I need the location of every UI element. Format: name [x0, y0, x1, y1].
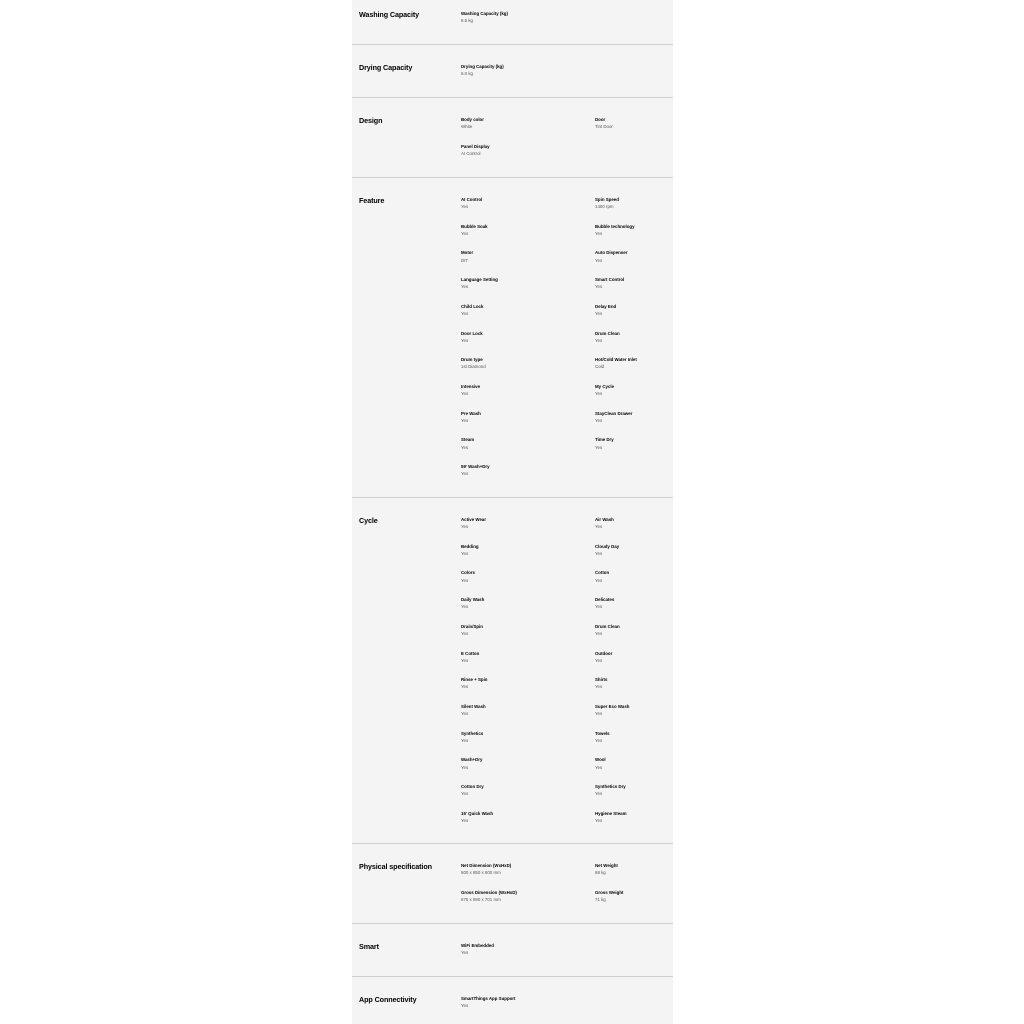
spec-label: Drain/Spin [461, 623, 483, 629]
spec-value: 8.5 kg [461, 18, 473, 24]
section-title: Washing Capacity [359, 10, 420, 19]
spec-value: Yes [595, 311, 603, 317]
spec-label: My Cycle [595, 383, 615, 389]
spec-label: Bubble technology [595, 223, 635, 229]
spec-item [461, 677, 591, 690]
section-title: Smart [359, 942, 379, 951]
spec-value: Yes [461, 391, 469, 397]
spec-item [595, 304, 673, 317]
spec-value: Cold [595, 364, 605, 370]
spec-item [595, 597, 673, 610]
spec-label: Child Lock [461, 303, 484, 309]
spec-item [461, 384, 591, 397]
spec-value: Yes [461, 524, 469, 530]
spec-label: Gross Weight [595, 889, 624, 895]
section-title: Cycle [359, 516, 378, 525]
spec-value: Yes [595, 337, 603, 343]
spec-label: Net Weight [595, 863, 618, 868]
spec-label: Outdoor [595, 650, 613, 656]
spec-label: Bedding [461, 543, 479, 549]
spec-value: Yes [461, 657, 469, 663]
spec-item [595, 437, 673, 450]
spec-label: SmartThings App Support [461, 996, 516, 1001]
spec-value: Yes [595, 817, 603, 823]
spec-item [595, 357, 673, 370]
spec-label: Gross Dimension (WxHxD) [461, 889, 517, 895]
spec-label: WiFi Embedded [461, 943, 494, 948]
spec-item [595, 411, 673, 424]
spec-item [461, 890, 591, 903]
spec-item [595, 117, 673, 130]
spec-value: Yes [595, 631, 603, 637]
spec-label: Wash+Dry [461, 757, 483, 763]
spec-label: Time Dry [595, 437, 614, 443]
spec-label: Net Dimension (WxHxD) [461, 863, 512, 868]
spec-label: AI Control [461, 197, 483, 202]
spec-label: Cotton [595, 570, 610, 576]
spec-label: Smart Control [595, 277, 625, 283]
spec-item [461, 437, 591, 450]
spec-value: Yes [461, 284, 469, 290]
section-title: App Connectivity [359, 995, 417, 1004]
spec-label: Door [595, 117, 606, 122]
spec-label: Washing Capacity (kg) [461, 11, 508, 16]
spec-item [461, 544, 591, 557]
spec-value: Yes [595, 524, 603, 530]
spec-item [595, 544, 673, 557]
spec-item [595, 731, 673, 744]
spec-label: Shirts [595, 677, 608, 683]
spec-value: Yes [595, 684, 603, 690]
spec-item [461, 304, 591, 317]
spec-label: Bubble Soak [461, 223, 488, 229]
spec-value: Yes [595, 257, 603, 263]
spec-value: Yes [595, 284, 603, 290]
spec-label: Body color [461, 117, 484, 122]
spec-item [461, 757, 591, 770]
spec-value: Yes [461, 791, 469, 797]
spec-item [461, 570, 591, 583]
spec-value: Yes [461, 711, 469, 717]
spec-label: Rinse + Spin [461, 677, 488, 683]
spec-item [461, 651, 591, 664]
spec-item [595, 863, 673, 876]
spec-value: 68 kg [595, 870, 606, 876]
section-divider [352, 923, 673, 924]
spec-value: DIT [461, 257, 469, 263]
section-title: Drying Capacity [359, 63, 413, 72]
spec-item [595, 677, 673, 690]
spec-value: Yes [595, 657, 603, 663]
spec-label: Panel Display [461, 143, 490, 149]
spec-label: Intensive [461, 383, 481, 389]
spec-item [461, 357, 591, 370]
spec-value: Yes [595, 230, 603, 236]
spec-label: Steam [461, 437, 475, 443]
spec-label: Cloudy Day [595, 543, 620, 549]
spec-item [461, 597, 591, 610]
spec-value: Yes [595, 604, 603, 610]
spec-label: Super Eco Wash [595, 703, 630, 709]
spec-item [461, 64, 591, 77]
section-divider [352, 843, 673, 844]
spec-item [461, 224, 591, 237]
spec-label: Delicates [595, 597, 615, 603]
spec-value: Yes [461, 577, 469, 583]
spec-item [461, 117, 591, 130]
spec-value: Yes [461, 204, 469, 210]
spec-value: 600 x 850 x 600 mm [461, 870, 501, 876]
spec-label: Door Lock [461, 330, 483, 336]
spec-value: Yes [461, 337, 469, 343]
spec-value: Yes [461, 604, 469, 610]
spec-value: Yes [595, 577, 603, 583]
spec-label: Drum Clean [595, 330, 620, 336]
spec-value: Yes [461, 1003, 469, 1009]
spec-label: Synthetics Dry [595, 784, 626, 789]
spec-item [461, 624, 591, 637]
spec-label: Language Setting [461, 277, 498, 283]
spec-value: Yes [461, 817, 469, 823]
spec-item [595, 811, 673, 824]
spec-label: Drying Capacity (kg) [461, 64, 504, 69]
spec-value: Tint Door [595, 124, 613, 130]
spec-value: Yes [595, 550, 603, 556]
spec-label: Silent Wash [461, 703, 486, 709]
spec-value: Yes [461, 417, 469, 423]
spec-item [461, 863, 591, 876]
spec-value: Yes [595, 791, 603, 797]
spec-value: Yes [461, 550, 469, 556]
spec-item [461, 731, 591, 744]
spec-label: Delay End [595, 303, 617, 309]
spec-item [461, 464, 591, 477]
spec-label: Wool [595, 757, 606, 763]
spec-item [595, 784, 673, 797]
spec-value: Yes [595, 711, 603, 717]
spec-label: Auto Dispenser [595, 250, 628, 256]
spec-item [595, 277, 673, 290]
spec-label: Spin Speed [595, 197, 619, 202]
spec-label: Colors [461, 570, 475, 576]
spec-label: Air Wash [595, 517, 614, 522]
spec-value: Yes [461, 950, 469, 956]
spec-value: 6.0 kg [461, 71, 473, 77]
spec-item [595, 651, 673, 664]
spec-value: AI Control [461, 150, 481, 156]
spec-item [461, 411, 591, 424]
spec-label: Active Wear [461, 517, 487, 522]
section-divider [352, 497, 673, 498]
spec-item [461, 197, 591, 210]
section-divider [352, 976, 673, 977]
spec-label: Towels [595, 730, 610, 736]
section-title: Feature [359, 196, 385, 205]
spec-item [595, 704, 673, 717]
spec-value: Yes [461, 471, 469, 477]
section-title: Design [359, 116, 383, 125]
spec-value: Yes [461, 764, 469, 770]
spec-item [595, 384, 673, 397]
spec-label: Cotton Dry [461, 784, 484, 789]
spec-value: Yes [595, 737, 603, 743]
spec-item [595, 197, 673, 210]
spec-value: 1st Diamond [461, 364, 486, 370]
spec-label: Motor [461, 250, 474, 256]
spec-label: Hot/Cold Water Inlet [595, 357, 637, 363]
spec-value: Yes [595, 391, 603, 397]
section-divider [352, 44, 673, 45]
spec-value: Yes [461, 684, 469, 690]
spec-value: Yes [595, 764, 603, 770]
spec-item [461, 11, 591, 24]
spec-value: Yes [461, 230, 469, 236]
spec-label: Pre Wash [461, 410, 481, 416]
spec-label: 15' Quick Wash [461, 810, 494, 816]
spec-label: Synthetics [461, 730, 484, 736]
spec-value: 71 kg [595, 896, 606, 902]
spec-value: Yes [595, 417, 603, 423]
spec-item [461, 784, 591, 797]
spec-item [461, 250, 591, 263]
spec-item [595, 517, 673, 530]
spec-value: Yes [461, 311, 469, 317]
spec-item [461, 996, 591, 1009]
spec-value: Yes [595, 444, 603, 450]
spec-sheet [352, 0, 673, 1024]
spec-item [461, 331, 591, 344]
spec-item [461, 144, 591, 157]
spec-value: 675 x 890 x 701 mm [461, 896, 501, 902]
spec-label: 59' Wash+Dry [461, 464, 490, 469]
spec-item [461, 704, 591, 717]
spec-item [595, 624, 673, 637]
spec-value: 1400 rpm [595, 204, 614, 210]
spec-label: E Cotton [461, 650, 480, 656]
spec-value: Yes [461, 737, 469, 743]
spec-item [595, 890, 673, 903]
spec-item [595, 224, 673, 237]
section-title: Physical specification [359, 862, 432, 871]
spec-label: Daily Wash [461, 597, 485, 603]
spec-item [595, 250, 673, 263]
spec-item [461, 811, 591, 824]
spec-label: Hygiene Steam [595, 810, 627, 816]
spec-item [461, 517, 591, 530]
spec-value: Yes [461, 631, 469, 637]
section-divider [352, 177, 673, 178]
spec-item [461, 943, 591, 956]
spec-label: StayClean Drawer [595, 410, 633, 416]
spec-label: Drum type [461, 357, 483, 363]
spec-item [461, 277, 591, 290]
spec-item [595, 757, 673, 770]
spec-label: Drum Clean [595, 623, 620, 629]
spec-value: Yes [461, 444, 469, 450]
spec-item [595, 331, 673, 344]
section-divider [352, 97, 673, 98]
spec-item [595, 570, 673, 583]
spec-value: White [461, 124, 473, 130]
